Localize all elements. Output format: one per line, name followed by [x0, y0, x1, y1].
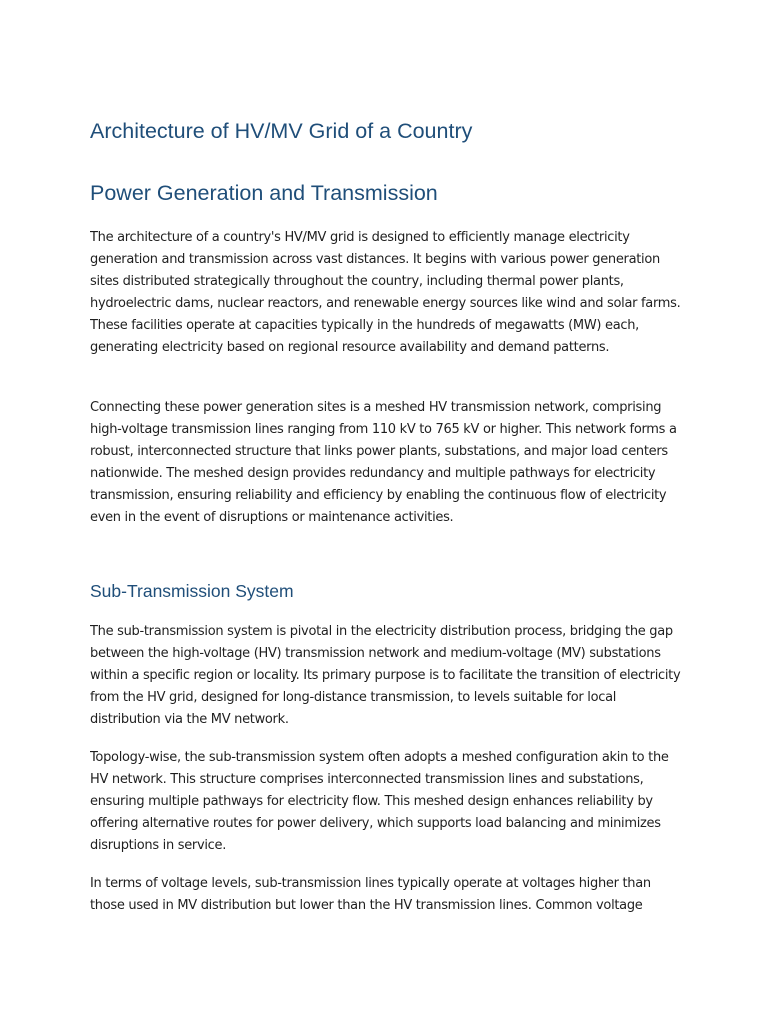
- document-page: [90, 0, 682, 1024]
- section-heading-power-generation: Power Generation and Transmission: [90, 181, 438, 205]
- paragraph-generation-overview: The architecture of a country's HV/MV grid is designed to efficiently manage electricity generation and transmission across vast distances. It begins with various power generation sites distributed strategically throughout the country, including thermal power plants, hydroelectric dams, nuclear reactors, and renewable energy sources like wind and solar farms. These facilities operate at capacities typically in the hundreds of megawatts (MW) each, generating electricity based on regional resource availability and demand patterns.: [90, 230, 681, 355]
- paragraph-sub-transmission-topology: Topology-wise, the sub-transmission system often adopts a meshed configuration akin to the HV network. This structure comprises interconnected transmission lines and substations, ensuring multiple pathways for electricity flow. This meshed design enhances reliability by offering alternative routes for power delivery, which supports load balancing and minimizes disruptions in service.: [90, 750, 669, 853]
- paragraph-hv-network: Connecting these power generation sites is a meshed HV transmission network, comprising high-voltage transmission lines ranging from 110 kV to 765 kV or higher. This network forms a robust, interconnected structure that links power plants, substations, and major load centers nationwide. The meshed design provides redundancy and multiple pathways for electricity transmission, ensuring reliability and efficiency by enabling the continuous flow of electricity even in the event of disruptions or maintenance activities.: [90, 400, 677, 525]
- paragraph-sub-transmission-purpose: The sub-transmission system is pivotal in the electricity distribution process, bridging the gap between the high-voltage (HV) transmission network and medium-voltage (MV) substations within a specific region or locality. Its primary purpose is to facilitate the transition of electricity from the HV grid, designed for long-distance transmission, to levels suitable for local distribution via the MV network.: [90, 624, 681, 727]
- document-title: Architecture of HV/MV Grid of a Country: [90, 119, 473, 143]
- section-heading-sub-transmission: Sub-Transmission System: [90, 581, 294, 601]
- paragraph-voltage-levels: In terms of voltage levels, sub-transmission lines typically operate at voltages higher than those used in MV distribution but lower than the HV transmission lines. Common voltage: [90, 876, 651, 913]
